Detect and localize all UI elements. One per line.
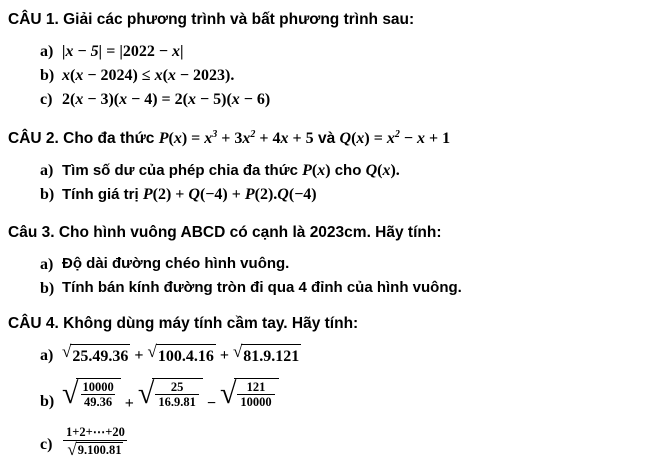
question-2-block <box>0 128 658 207</box>
question-2-heading: CÂU 2. Cho đa thức $P(x) = x^3 + 3x^2 + 4x + 5$ và $Q(x) = x^2 - x + 1$ <box>8 128 451 148</box>
radicand <box>76 378 120 410</box>
fraction <box>62 425 129 459</box>
item-body: Tính bán kính đường tròn đi qua 4 đỉnh của hình vuông. <box>62 278 462 296</box>
radical-fraction-2: √ $\frac{25}{16.9.81}$ <box>138 378 203 410</box>
question-2-item-b <box>40 183 658 207</box>
radical-1: √ 25.49.36 <box>62 344 130 369</box>
question-1-item-c <box>40 88 658 112</box>
item-label: c) <box>40 90 53 108</box>
item-label: b) <box>40 279 55 297</box>
question-4-item-a <box>40 341 658 369</box>
radicand: 100.4.16 <box>156 344 216 369</box>
radicand: 9.100.81 <box>77 443 122 458</box>
denominator: 16.9.81 <box>155 394 199 409</box>
item-label: a) <box>40 346 54 364</box>
item-label: a) <box>40 162 54 179</box>
item-label: c) <box>40 435 53 453</box>
radicand: 25.49.36 <box>70 344 130 369</box>
numerator: 121 <box>246 379 266 394</box>
radical-2: √ 100.4.16 <box>147 344 215 369</box>
item-body: Tính giá trị P(2) + Q(−4) + P(2).Q(−4) <box>62 186 317 203</box>
radicand <box>234 378 278 410</box>
question-3-item-a <box>40 253 658 277</box>
radical-fraction-3: √ $\frac{121}{10000}$ <box>220 378 279 410</box>
numerator: 1+2+⋯+20 <box>66 424 125 439</box>
question-3-block <box>0 223 658 301</box>
denominator: 49.36 <box>81 394 115 409</box>
item-body: |x − 5| = |2022 − x| <box>62 42 184 60</box>
question-4-heading: CÂU 4. Không dùng máy tính cầm tay. Hãy tính: <box>8 314 359 332</box>
radicand <box>152 378 203 410</box>
question-3-item-b <box>40 277 658 301</box>
question-3-heading: Câu 3. Cho hình vuông ABCD có cạnh là 2023cm. Hãy tính: <box>8 224 442 241</box>
numerator: 25 <box>170 379 184 394</box>
numerator: 10000 <box>82 379 114 394</box>
radical-fraction-1: √ $\frac{10000}{49.36}$ <box>62 378 121 410</box>
question-2-heading-conj: và <box>313 130 340 148</box>
question-1-heading: CÂU 1. Giải các phương trình và bất phương trình sau: <box>8 11 415 28</box>
question-1-block <box>0 0 658 112</box>
item-label: a) <box>40 42 54 60</box>
question-1-item-b <box>40 64 658 88</box>
item-label: b) <box>40 66 55 84</box>
radical-3: √ 81.9.121 <box>233 344 301 369</box>
item-body <box>62 378 658 410</box>
item-body: Độ dài đường chéo hình vuông. <box>62 254 290 272</box>
operator-plus-2: + <box>219 347 229 365</box>
item-body: x(x − 2024) ≤ x(x − 2023). <box>62 66 235 84</box>
item-body <box>62 425 658 459</box>
item-label: b) <box>40 392 55 410</box>
operator-plus-1: + <box>134 347 144 365</box>
item-label: a) <box>40 255 54 273</box>
question-4-block <box>0 314 658 459</box>
question-1-item-a <box>40 40 658 64</box>
item-body: 2(x − 3)(x − 4) = 2(x − 5)(x − 6) <box>62 90 271 108</box>
item-body <box>62 341 658 369</box>
radicand: 81.9.121 <box>241 344 301 369</box>
operator-minus: − <box>206 394 216 412</box>
question-2-item-a <box>40 159 658 183</box>
denominator: 10000 <box>237 394 274 409</box>
question-4-item-c <box>40 425 658 459</box>
item-label: b) <box>40 186 55 203</box>
item-body: Tìm số dư của phép chia đa thức P(x) cho Q(x). <box>62 162 400 179</box>
question-4-item-b <box>40 378 658 410</box>
denominator: √ 9.100.81 <box>63 440 127 459</box>
question-2-heading-lead: CÂU 2. Cho đa thức <box>8 130 159 148</box>
operator-plus: + <box>124 394 134 412</box>
